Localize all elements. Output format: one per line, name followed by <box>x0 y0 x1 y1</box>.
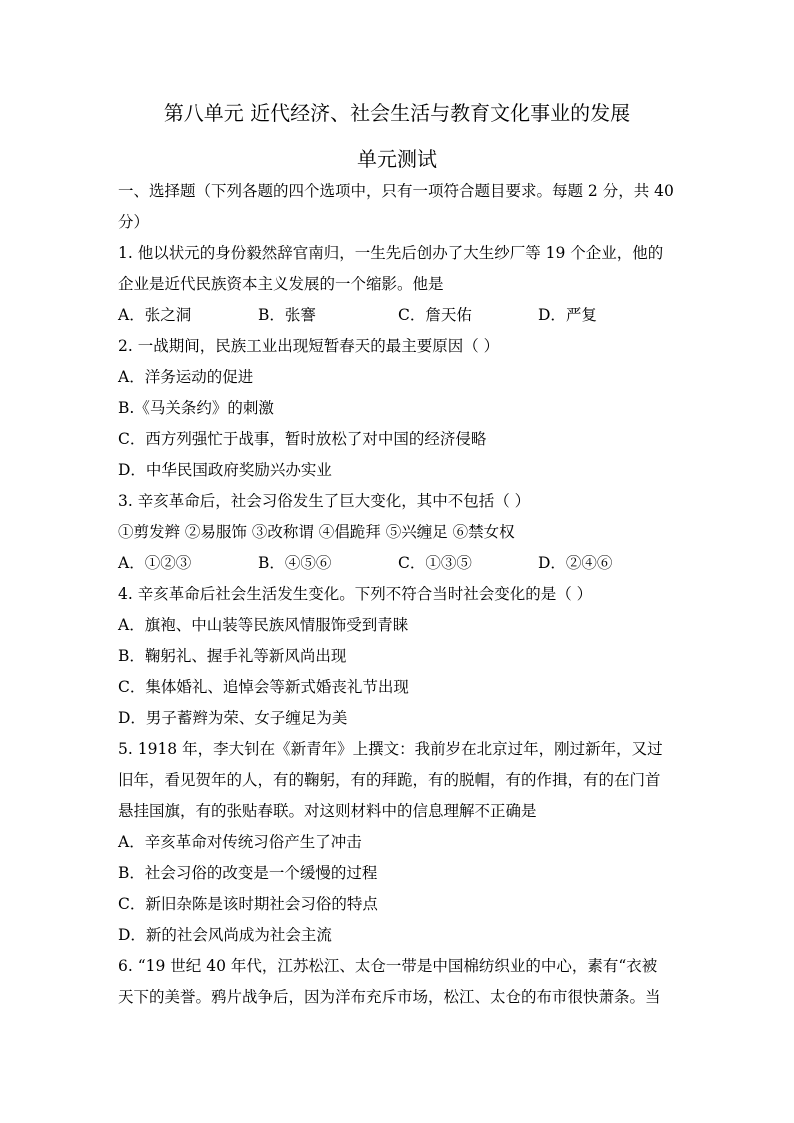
q1-stem-line-2: 企业是近代民族资本主义发展的一个缩影。他是 <box>118 275 444 293</box>
q3-option-c: C．①③⑤ <box>398 554 472 572</box>
q6-stem-line-2: 天下的美誉。鸦片战争后，因为洋布充斥市场，松江、太仓的布市很快萧条。当 <box>118 988 661 1006</box>
q5-option-d: D．新的社会风尚成为社会主流 <box>118 926 332 944</box>
q3-items: ①剪发辫 ②易服饰 ③改称谓 ④倡跪拜 ⑤兴缠足 ⑥禁女权 <box>118 523 515 541</box>
q3-option-d: D．②④⑥ <box>538 554 613 572</box>
q5-option-a: A．辛亥革命对传统习俗产生了冲击 <box>118 833 362 851</box>
q2-option-a: A．洋务运动的促进 <box>118 368 254 386</box>
q3-option-b: B．④⑤⑥ <box>258 554 332 572</box>
q4-option-a: A．旗袍、中山装等民族风情服饰受到青睐 <box>118 616 409 634</box>
q5-option-c: C．新旧杂陈是该时期社会习俗的特点 <box>118 895 378 913</box>
q3-stem: 3. 辛亥革命后，社会习俗发生了巨大变化，其中不包括（ ） <box>118 492 531 510</box>
q4-stem: 4. 辛亥革命后社会生活发生变化。下列不符合当时社会变化的是（ ） <box>118 585 593 603</box>
q1-option-c: C．詹天佑 <box>398 306 472 324</box>
q4-option-c: C．集体婚礼、追悼会等新式婚丧礼节出现 <box>118 678 409 696</box>
section-heading-line-1: 一、选择题（下列各题的四个选项中，只有一项符合题目要求。每题 2 分，共 40 <box>118 182 674 200</box>
q1-stem-line-1: 1. 他以状元的身份毅然辞官南归，一生先后创办了大生纱厂等 19 个企业，他的 <box>118 244 664 262</box>
q3-options <box>118 553 678 573</box>
q1-options <box>118 305 678 325</box>
q6-stem-line-1: 6. “19 世纪 40 年代，江苏松江、太仓一带是中国棉纺织业的中心，素有“衣被 <box>118 957 658 975</box>
q3-option-a: A．①②③ <box>118 554 192 572</box>
q1-option-a: A．张之洞 <box>118 306 192 324</box>
q4-option-b: B．鞠躬礼、握手礼等新风尚出现 <box>118 647 347 665</box>
q1-option-d: D．严复 <box>538 306 597 324</box>
q1-option-b: B．张謇 <box>258 306 316 324</box>
q5-stem-line-3: 悬挂国旗，有的张贴春联。对这则材料中的信息理解不正确是 <box>118 802 537 820</box>
q2-option-c: C．西方列强忙于战事，暂时放松了对中国的经济侵略 <box>118 430 487 448</box>
q5-stem-line-1: 5. 1918 年，李大钊在《新青年》上撰文：我前岁在北京过年，刚过新年，又过 <box>118 740 663 758</box>
section-heading-line-2: 分） <box>118 213 150 231</box>
page-title: 第八单元 近代经济、社会生活与教育文化事业的发展 <box>163 101 631 125</box>
q4-option-d: D．男子蓄辫为荣、女子缠足为美 <box>118 709 348 727</box>
q5-stem-line-2: 旧年，看见贺年的人，有的鞠躬，有的拜跪，有的脱帽，有的作揖，有的在门首 <box>118 771 661 789</box>
page-subtitle: 单元测试 <box>357 147 437 171</box>
q2-option-d: D．中华民国政府奖励兴办实业 <box>118 461 332 479</box>
q5-option-b: B．社会习俗的改变是一个缓慢的过程 <box>118 864 378 882</box>
q2-stem: 2. 一战期间，民族工业出现短暂春天的最主要原因（ ） <box>118 337 500 355</box>
q2-option-b: B.《马关条约》的刺激 <box>118 399 274 417</box>
